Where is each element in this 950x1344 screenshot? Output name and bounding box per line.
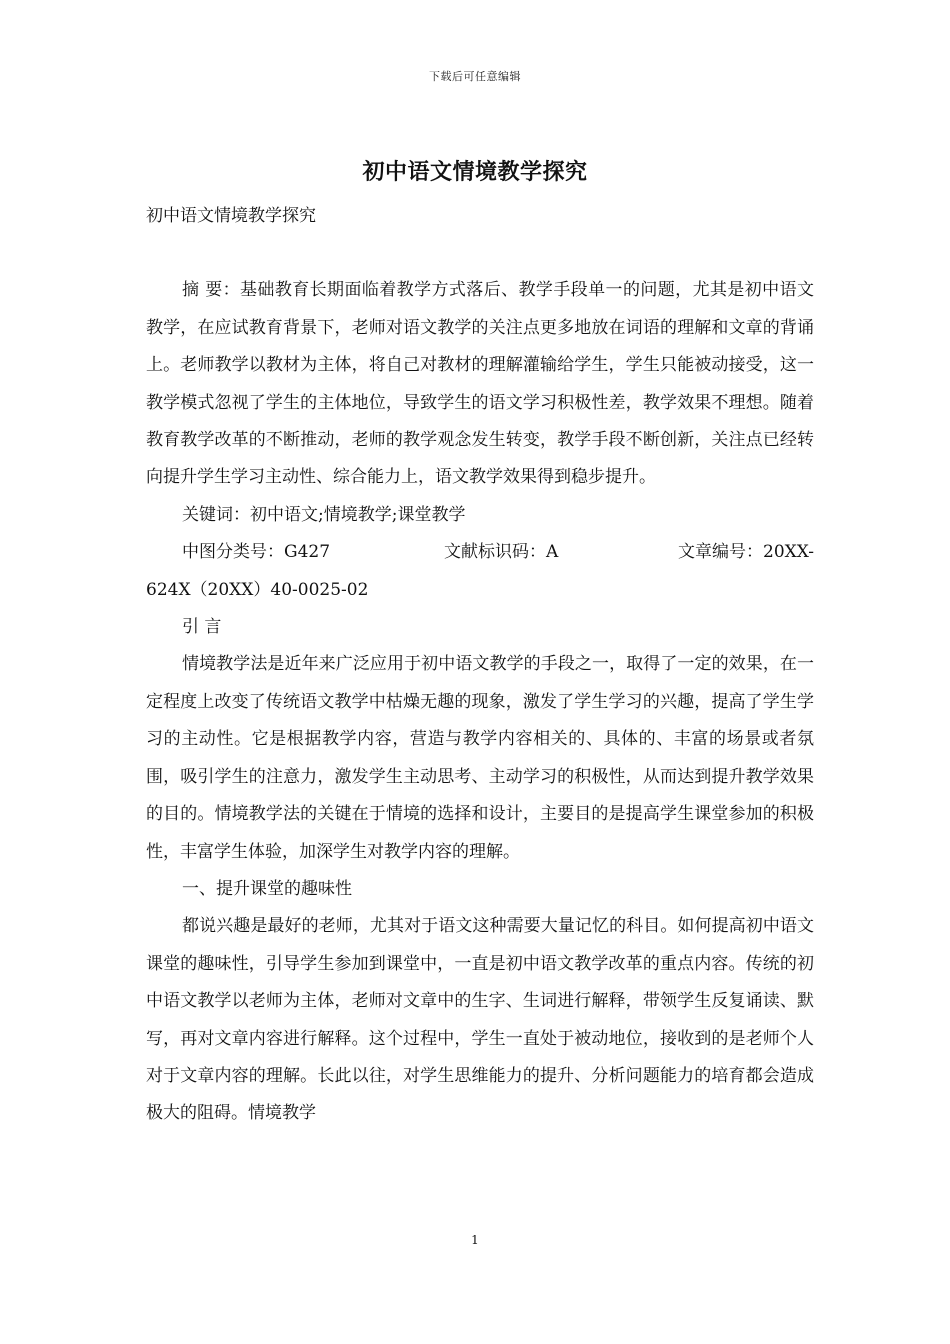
intro-paragraph: 情境教学法是近年来广泛应用于初中语文教学的手段之一，取得了一定的效果，在一定程度上改变了传统语文教学中枯燥无趣的现象，激发了学生学习的兴趣，提高了学生学习的主动性。它是根据教学内容，营造与教学内容相关的、具体的、丰富的场景或者氛围，吸引学生的注意力，激发学生主动思考、主动学习的积极性，从而达到提升教学效果的目的。情境教学法的关键在于情境的选择和设计，主要目的是提高学生课堂参加的积极性，丰富学生体验，加深学生对教学内容的理解。 (146, 654, 814, 862)
abstract-paragraph: 摘 要：基础教育长期面临着教学方式落后、教学手段单一的问题，尤其是初中语文教学，在应试教育背景下，老师对语文教学的关注点更多地放在词语的理解和文章的背诵上。老师教学以教材为主体，将自己对教材的理解灌输给学生，学生只能被动接受，这一教学模式忽视了学生的主体地位，导致学生的语文学习积极性差，教学效果不理想。随着教育教学改革的不断推动，老师的教学观念发生转变，教学手段不断创新，关注点已经转向提升学生学习主动性、综合能力上，语文教学效果得到稳步提升。 (146, 280, 814, 488)
section-heading: 一、提升课堂的趣味性 (182, 878, 352, 899)
keywords-line: 关键词：初中语文;情境教学;课堂教学 (182, 504, 466, 525)
page-number: 1 (471, 1233, 479, 1247)
clc-number: 中图分类号：G427 (182, 542, 331, 563)
page-header: 下载后可任意编辑 (429, 70, 521, 83)
subtitle: 初中语文情境教学探究 (146, 206, 316, 226)
intro-heading: 引 言 (182, 617, 222, 638)
document-body (146, 198, 814, 1133)
article-number: 文章编号：20XX- (678, 542, 814, 563)
document-code: 文献标识码：A (444, 542, 559, 563)
article-number-continued: 624X（20XX）40-0025-02 (146, 579, 369, 600)
blank-line (146, 235, 814, 272)
classification-row (146, 534, 814, 571)
section-paragraph: 都说兴趣是最好的老师，尤其对于语文这种需要大量记忆的科目。如何提高初中语文课堂的趣味性，引导学生参加到课堂中，一直是初中语文教学改革的重点内容。传统的初中语文教学以老师为主体，老师对文章中的生字、生词进行解释，带领学生反复诵读、默写，再对文章内容进行解释。这个过程中，学生一直处于被动地位，接收到的是老师个人对于文章内容的理解。长此以往，对学生思维能力的提升、分析问题能力的培育都会造成极大的阻碍。情境教学 (146, 916, 814, 1124)
document-title: 初中语文情境教学探究 (362, 159, 588, 185)
